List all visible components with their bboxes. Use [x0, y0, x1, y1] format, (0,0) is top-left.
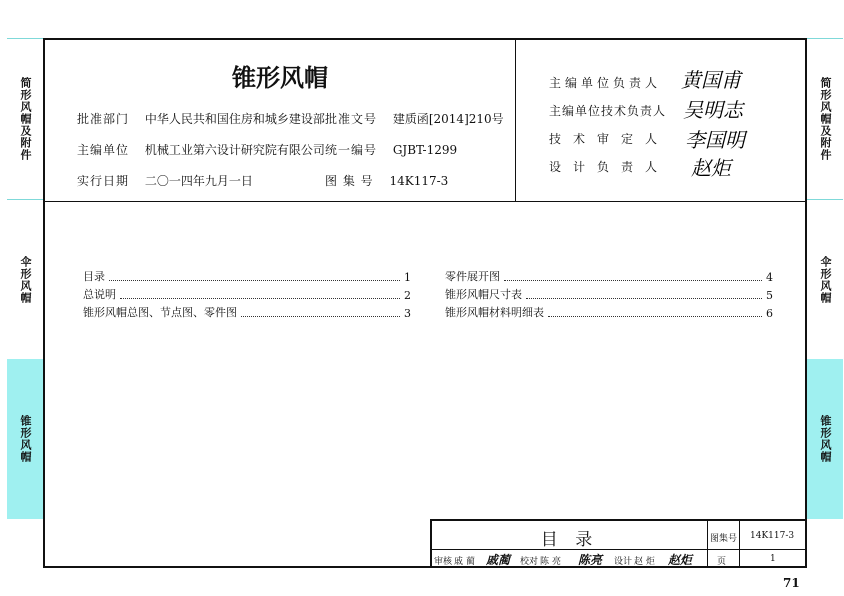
tb-page-value: 1 — [770, 554, 776, 564]
toc-item[interactable] — [445, 304, 773, 320]
tb-atlas-label: 图集号 — [710, 534, 738, 544]
unified-no-label: 统一编号 — [325, 143, 378, 157]
atlas-no-value: 14K117-3 — [389, 174, 449, 188]
page-number: 71 — [783, 576, 800, 590]
editor-unit-value: 机械工业第六设计研究院有限公司 — [144, 143, 325, 157]
toc-title: 锥形风帽材料明细表 — [445, 306, 544, 319]
effective-date-value: 二〇一四年九月一日 — [144, 174, 253, 188]
signature-2: 吴明志 — [683, 98, 743, 122]
approval-dept-row — [77, 110, 325, 127]
tb-heading: 目 录 — [540, 530, 599, 550]
toc-leader — [120, 298, 400, 299]
toc-item[interactable] — [83, 304, 411, 320]
toc-leader — [241, 316, 400, 317]
approval-doc-row — [325, 110, 504, 127]
unified-no-row — [325, 141, 457, 158]
unified-no-value: GJBT-1299 — [392, 143, 458, 157]
left-tab-cone-cap[interactable] — [7, 359, 43, 519]
toc-title: 锥形风帽总图、节点图、零件图 — [83, 306, 237, 319]
tb-checker: 陈亮 — [540, 557, 565, 567]
toc-leader — [109, 280, 400, 281]
right-tab-umbrella-cap[interactable] — [807, 199, 843, 360]
person-role-4: 设计负责人 — [549, 160, 670, 174]
tab-label: 伞形风帽 — [19, 256, 32, 304]
tb-divider — [707, 521, 708, 568]
tb-reviewer-signature: 戚蔺 — [486, 553, 511, 567]
tab-label: 锥形风帽 — [19, 415, 32, 463]
toc-page: 4 — [766, 271, 773, 284]
toc-leader — [526, 298, 762, 299]
signature-1: 黄国甫 — [681, 68, 741, 92]
tab-label: 锥形风帽 — [819, 415, 832, 463]
toc-page: 5 — [766, 289, 773, 302]
drawing-frame — [43, 38, 807, 568]
approval-dept-label: 批准部门 — [77, 112, 130, 126]
editor-unit-label: 主编单位 — [77, 143, 130, 157]
toc-title: 目录 — [83, 270, 105, 283]
toc-item[interactable] — [83, 268, 411, 284]
tab-label: 简形风帽及附件 — [19, 77, 32, 161]
tb-design-label: 设计 — [614, 557, 633, 567]
tb-page-label: 页 — [717, 557, 727, 567]
tb-divider — [739, 521, 740, 568]
toc-page: 6 — [766, 307, 773, 320]
toc-leader — [504, 280, 762, 281]
left-tab-tube-cap[interactable] — [7, 38, 43, 199]
approval-dept-value: 中华人民共和国住房和城乡建设部 — [144, 112, 325, 126]
effective-date-row — [77, 172, 253, 189]
approval-doc-label: 批准文号 — [325, 112, 378, 126]
toc-title: 锥形风帽尺寸表 — [445, 288, 522, 301]
tb-reviewer: 戚蔺 — [454, 557, 479, 567]
approval-doc-value: 建质函[2014]210号 — [392, 112, 504, 126]
tab-label: 简形风帽及附件 — [819, 77, 832, 161]
toc-page: 1 — [404, 271, 411, 284]
right-tab-tube-cap[interactable] — [807, 38, 843, 199]
signature-3: 李国明 — [685, 128, 745, 152]
person-role-1: 主编单位负责人 — [549, 76, 662, 90]
signature-4: 赵炬 — [691, 156, 731, 180]
person-role-3: 技术审定人 — [549, 132, 670, 146]
tab-label: 伞形风帽 — [819, 256, 832, 304]
atlas-no-row — [325, 172, 448, 189]
toc-title: 总说明 — [83, 288, 116, 301]
right-tab-cone-cap[interactable] — [807, 359, 843, 519]
title-block — [430, 519, 807, 568]
toc-title: 零件展开图 — [445, 270, 500, 283]
tb-designer: 赵炬 — [634, 557, 659, 567]
tb-atlas-value: 14K117-3 — [750, 531, 795, 541]
tb-checker-signature: 陈亮 — [578, 553, 603, 567]
tb-check-label: 校对 — [520, 557, 539, 567]
editor-unit-row — [77, 141, 325, 158]
toc-leader — [548, 316, 762, 317]
toc-item[interactable] — [445, 268, 773, 284]
toc-page: 2 — [404, 289, 411, 302]
toc-item[interactable] — [445, 286, 773, 302]
header-vertical-divider — [515, 40, 516, 201]
effective-date-label: 实行日期 — [77, 174, 130, 188]
tb-review-label: 审核 — [434, 557, 453, 567]
tb-designer-signature: 赵炬 — [668, 553, 693, 567]
atlas-no-label: 图 集 号 — [325, 174, 374, 188]
header-divider — [45, 201, 805, 202]
toc-item[interactable] — [83, 286, 411, 302]
person-role-2: 主编单位技术负责人 — [549, 104, 667, 118]
left-tab-umbrella-cap[interactable] — [7, 199, 43, 360]
page-title: 锥形风帽 — [232, 64, 328, 92]
toc-page: 3 — [404, 307, 411, 320]
